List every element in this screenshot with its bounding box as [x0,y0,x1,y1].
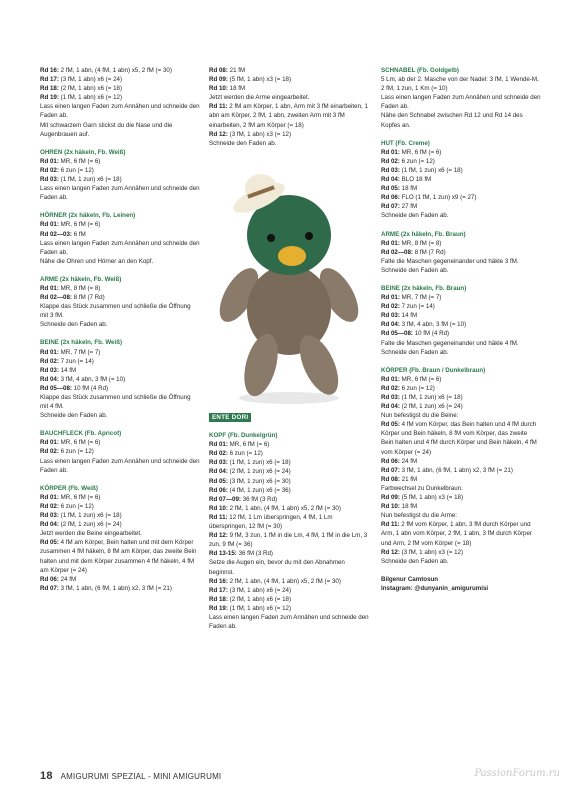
round-label: Rd 02: [209,450,228,458]
round-label: Rd 03: [40,176,59,184]
round-row [381,239,541,248]
round-label: Rd 05: [381,185,400,193]
round-text: (2 fM, 1 abn) x6 (= 18) [58,85,123,93]
round-text: (2 fM, 1 abn) x6 (= 18) [227,595,292,603]
round-label: Rd 02: [40,357,59,365]
page-number: 18 [40,770,53,782]
round-text: (1 fM, 1 zun) x6 (= 18) [58,176,122,184]
round-text: 3 fM, 4 abn, 3 fM (= 10) [399,321,467,329]
round-row [381,520,541,547]
round-row [209,440,369,449]
round-text: MR, 6 fM (= 6) [58,157,101,165]
round-label: Rd 02: [40,448,59,456]
round-text: MR, 6 fM (= 6) [58,493,101,501]
round-label: Rd 04: [381,403,400,411]
round-text: MR, 7 fM (= 7) [58,348,101,356]
round-text: 21 fM [399,475,418,483]
round-label: Rd 02: [381,157,400,165]
round-text: 24 fM [399,457,418,465]
round-label: Rd 02—08: [40,294,72,302]
round-label: Rd 01: [40,221,59,229]
instruction-text: Lass einen langen Faden zum Annähen und schneide den Faden ab. [381,94,541,111]
round-label: Rd 09: [209,76,228,84]
round-row [209,577,369,586]
round-label: Rd 02—03: [40,230,72,238]
beak [278,246,306,266]
round-text: 14 fM [399,312,418,320]
round-text: 6 zun (= 12) [227,450,263,458]
round-text: 3 fM, 1 abn, (6 fM, 1 abn) x2, 3 fM (= 21) [399,466,513,474]
round-text: 6 zun (= 12) [58,448,94,456]
round-text: 3 fM, 1 abn, (6 fM, 1 abn) x2, 3 fM (= 21) [58,584,172,592]
round-label: Rd 16: [209,577,228,585]
round-label: Rd 10: [209,504,228,512]
round-text: 6 zun (= 12) [399,384,435,392]
round-text: 24 fM [58,575,77,583]
round-label: Rd 01: [40,493,59,501]
section-heading: BEINE (2x häkeln, Fb. Weiß) [40,339,123,347]
round-row [381,184,541,193]
round-text: 6 zun (= 12) [58,502,94,510]
round-text: MR, 6 fM (= 6) [399,148,442,156]
round-label: Rd 06: [209,486,228,494]
instruction-text: Klappe das Stück zusammen und schließe die Öffnung mit 4 fM. [40,394,191,411]
round-label: Rd 03: [381,312,400,320]
section-heading: KOPF (Fb. Dunkelgrün) [209,432,278,440]
round-text: 21 fM [227,67,246,74]
round-row [381,475,541,484]
round-text: FLO (1 fM, 1 zun) x9 (= 27) [399,194,477,202]
round-label: Rd 01: [40,157,59,165]
round-row [381,329,541,338]
round-text: (5 fM, 1 abn) x3 (= 18) [227,76,292,84]
round-text: (3 fM, 1 abn) x6 (= 24) [227,586,292,594]
column-right [381,66,541,593]
round-label: Rd 18: [40,85,59,93]
round-text: 36 fM (3 Rd) [236,550,273,558]
round-text: 14 fM [58,366,77,374]
round-text: (1 fM, 1 zun) x6 (= 18) [58,512,122,520]
round-text: MR, 6 fM (= 6) [227,441,270,449]
round-text: 27 fM [399,203,418,211]
round-text: 2 fM vom Körper, 1 abn, 3 fM durch Körper und Arm, 1 abn vom Körper, 2 fM, 1 abn, 3 fM durch Körper und Arm, 2 fM vom Körper (= 18) [381,521,532,547]
round-label: Rd 01: [40,284,59,292]
round-label: Rd 10: [209,85,228,93]
round-row [381,384,541,393]
round-text: 2 fM, 1 abn, (4 fM, 1 abn) x5, 2 fM (= 30) [227,504,341,512]
round-label: Rd 17: [209,586,228,594]
round-label: Rd 02: [40,502,59,510]
instruction-text: Nun befestigst du die Beine: [381,412,459,420]
round-label: Rd 02: [381,384,400,392]
round-text: MR, 6 fM (= 6) [58,439,101,447]
round-text: (1 fM, 1 abn) x6 (= 12) [227,604,292,612]
round-row [381,502,541,511]
round-text: MR, 8 fM (= 8) [58,284,101,292]
round-text: (1 fM, 1 zun) x6 (= 18) [399,166,463,174]
instruction-text: Nun befestigst du die Arme: [381,512,458,520]
round-row [40,175,200,184]
round-label: Rd 03: [40,366,59,374]
round-text: 18 fM [399,503,418,511]
round-row [381,193,541,202]
round-text: (3 fM, 1 abn) x3 (= 12) [227,130,292,138]
round-text: (2 fM, 1 zun) x6 (= 24) [58,521,122,529]
round-row [209,75,369,84]
round-label: Rd 18: [209,595,228,603]
round-label: Rd 05: [209,477,228,485]
section-heading: HÖRNER (2x häkeln, Fb. Leinen) [40,212,136,220]
section-banner: ENTE DORI [209,413,251,422]
right-eye [305,232,313,240]
round-label: Rd 01: [40,348,59,356]
round-label: Rd 06: [381,457,400,465]
round-row [381,402,541,411]
round-label: Rd 07: [381,203,400,211]
round-label: Rd 09: [381,494,400,502]
round-text: MR, 6 fM (= 6) [399,375,442,383]
round-row [209,130,369,139]
round-text: 8 fM (7 Rd) [412,248,446,256]
round-row [40,520,200,529]
round-label: Rd 02: [40,166,59,174]
round-text: 8 fM (7 Rd) [71,294,105,302]
section-heading: SCHNABEL (Fb. Goldgelb) [381,67,459,74]
publication-title: AMIGURUMI SPEZIAL - MINI AMIGURUMI [60,772,222,781]
round-row [209,458,369,467]
round-label: Rd 04: [40,375,59,383]
round-text: MR, 7 fM (= 7) [399,294,442,302]
round-text: (3 fM, 1 zun) x6 (= 30) [227,477,291,485]
round-label: Rd 12: [209,130,228,138]
round-label: Rd 04: [381,321,400,329]
round-label: Rd 19: [40,94,59,102]
instruction-text: Schneide den Faden ab. [381,557,449,565]
column-middle-bottom [209,410,369,631]
round-label: Rd 03: [209,459,228,467]
instruction-text: Klappe das Stück zusammen und schließe die Öffnung mit 3 fM. [40,303,191,320]
section-heading: ARME (2x häkeln, Fb. Weiß) [40,275,122,283]
round-label: Rd 05: [40,539,59,547]
round-row [381,320,541,329]
round-label: Rd 01: [40,439,59,447]
round-row [381,393,541,402]
duck-amigurumi-photo [209,160,369,410]
round-text: 6 zun (= 12) [58,166,94,174]
instruction-text: Lass einen langen Faden zum Annähen und schneide den Faden ab. [40,103,200,120]
section-heading: BAUCHFLECK (Fb. Apricot) [40,430,122,438]
round-row [209,595,369,604]
round-row [40,493,200,502]
instruction-text: Falte die Maschen gegeneinander und häkle 4 fM. Schneide den Faden ab. [381,339,519,356]
round-text: BLO 18 fM [399,176,432,184]
round-label: Rd 02: [381,303,400,311]
round-label: Rd 04: [381,176,400,184]
round-label: Rd 07—09: [209,495,241,503]
instruction-text: 5 Lm, ab der 2. Masche von der Nadel: 3 fM, 1 Wende-M, 2 fM, 1 zun, 1 Km (= 10) [381,76,539,93]
round-row [209,549,369,558]
round-row [40,284,200,293]
round-row [209,486,369,495]
round-text: 2 fM, 1 abn, (4 fM, 1 abn) x5, 2 fM (= 30) [58,67,172,74]
round-row [40,84,200,93]
round-label: Rd 05: [381,421,400,429]
section-heading: OHREN (2x häkeln, Fb. Weiß) [40,148,126,156]
instruction-text: Falte die Maschen gegeneinander und häkle 3 fM. Schneide den Faden ab. [381,257,519,274]
round-row [40,575,200,584]
round-label: Rd 10: [381,503,400,511]
round-row [209,477,369,486]
round-text: (1 fM, 1 zun) x6 (= 18) [399,394,463,401]
round-text: MR, 8 fM (= 8) [399,239,442,247]
instruction-text: Jetzt werden die Beine eingearbeitet. [40,530,142,538]
round-row [381,420,541,456]
round-label: Rd 07: [40,584,59,592]
round-text: (1 fM, 1 abn) x6 (= 12) [58,94,123,102]
round-label: Rd 06: [381,194,400,202]
round-text: MR, 6 fM (= 6) [58,221,101,229]
round-label: Rd 08: [209,67,228,74]
column-left [40,66,200,593]
round-row [209,513,369,531]
instruction-text: Jetzt werden die Arme eingearbeitet. [209,94,310,102]
round-row [209,495,369,504]
left-eye [267,234,275,242]
round-label: Rd 01: [381,375,400,383]
round-label: Rd 02—08: [381,248,413,256]
round-text: 10 fM (4 Rd) [71,384,109,392]
round-label: Rd 12: [209,532,228,540]
round-row [209,84,369,93]
round-text: 18 fM [227,85,246,93]
instruction-text: Nähe die Ohren und Hörner an den Kopf. [40,257,154,265]
designer-credit: Bilgenur Camtosun [381,575,439,583]
section-heading: ARME (2x häkeln, Fb. Braun) [381,230,466,238]
round-row [40,230,200,239]
round-row [40,293,200,302]
round-label: Rd 13-15: [209,550,237,558]
round-row [40,75,200,84]
instruction-text: Lass einen langen Faden zum Annähen und schneide den Faden ab. [40,239,200,256]
instagram-credit: Instagram: @dunyanin_amigurumisi [381,584,489,592]
round-label: Rd 01: [209,441,228,449]
round-row [40,220,200,229]
instruction-text: Schneide den Faden ab. [381,212,449,220]
round-row [381,148,541,157]
round-row [40,502,200,511]
round-text: 9 fM, 3 zun, 1 fM in die Lm, 4 fM, 1 fM in die Lm, 3 zun, 9 fM (= 36) [209,532,368,549]
round-label: Rd 04: [40,521,59,529]
watermark: PassionForum.ru [474,768,560,779]
round-row [381,302,541,311]
column-middle-top [209,66,369,148]
round-text: 4 fM vom Körper, das Bein halten und 4 fM durch Körper und Bein häkeln, 8 fM vom Körper, das zweite Bein halten und 4 fM durch Körper und Bein häkeln, 4 fM vom Körper (= 24) [381,421,537,456]
round-row [381,248,541,257]
round-label: Rd 07: [381,466,400,474]
round-row [40,375,200,384]
round-label: Rd 05—08: [40,384,72,392]
round-text: 18 fM [399,185,418,193]
round-text: 7 zun (= 14) [399,303,435,311]
round-row [381,548,541,557]
round-label: Rd 03: [381,166,400,174]
round-row [40,447,200,456]
round-row [40,384,200,393]
round-text: (1 fM, 1 zun) x6 (= 18) [227,459,291,467]
instruction-text: Setze die Augen ein, bevor du mit den Abnahmen beginnst. [209,559,345,576]
round-label: Rd 05—08: [381,330,413,338]
round-text: (3 fM, 1 abn) x6 (= 24) [58,76,123,84]
round-label: Rd 11: [209,513,228,521]
round-text: (5 fM, 1 abn) x3 (= 18) [399,494,464,502]
round-row [40,357,200,366]
section-heading: HUT (Fb. Creme) [381,139,430,147]
round-row [381,175,541,184]
round-text: (4 fM, 1 zun) x6 (= 36) [227,486,291,494]
instruction-text: Schneide den Faden ab. [209,139,277,147]
round-row [381,166,541,175]
round-row [40,348,200,357]
instruction-text: Nähe den Schnabel zwischen Rd 12 und Rd 14 des Kopfes an. [381,112,523,129]
round-label: Rd 19: [209,604,228,612]
round-row [209,504,369,513]
round-row [381,311,541,320]
round-row [40,366,200,375]
round-row [209,449,369,458]
banner-line [209,410,369,422]
round-row [209,66,369,75]
round-row [381,157,541,166]
round-label: Rd 08: [381,475,400,483]
instruction-text: Schneide den Faden ab. [40,321,108,329]
round-text: 12 fM, 1 Lm überspringen, 4 fM, 1 Lm überspringen, 12 fM (= 30) [209,513,333,531]
round-row [40,438,200,447]
round-label: Rd 17: [40,76,59,84]
round-row [40,166,200,175]
round-row [40,157,200,166]
round-row [381,493,541,502]
round-text: 2 fM am Körper, 1 abn, Arm mit 3 fM einarbeiten, 1 abn am Körper, 2 fM, 1 abn, zweiten Arm mit 3 fM einarbeiten, 2 fM am Körper (= 18) [209,103,368,129]
round-row [40,584,200,593]
round-row [40,66,200,75]
instruction-text: Lass einen langen Faden zum Annähen und schneide den Faden ab. [40,185,200,202]
page-footer [40,770,221,782]
round-row [209,467,369,476]
round-row [40,511,200,520]
round-text: 3 fM, 4 abn, 3 fM (= 10) [58,375,126,383]
round-row [381,202,541,211]
round-label: Rd 03: [381,394,400,401]
round-row [381,293,541,302]
round-row [209,102,369,129]
round-row [381,466,541,475]
round-label: Rd 06: [40,575,59,583]
round-text: 6 zun (= 12) [399,157,435,165]
round-text: 4 fM am Körper, Bein halten und mit dem Körper zusammen 4 fM häkeln, 8 fM am Körper, das zweite Bein halten und mit dem Körper zusammen 4 fM häkeln, 4 fM am Körper (= 24) [40,539,197,574]
round-row [40,93,200,102]
round-text: 36 fM (3 Rd) [240,495,278,503]
round-label: Rd 04: [209,468,228,476]
instruction-text: Mit schwarzem Garn stickst du die Nase und die Augenbrauen auf. [40,121,173,138]
instruction-text: Farbwechsel zu Dunkelbraun. [381,484,463,492]
round-label: Rd 03: [40,512,59,520]
round-row [40,538,200,574]
round-label: Rd 12: [381,548,400,556]
round-text: (2 fM, 1 zun) x6 (= 24) [399,403,463,411]
instruction-text: Lass einen langen Faden zum Annähen und schneide den Faden ab. [209,613,369,631]
round-text: (2 fM, 1 zun) x6 (= 24) [227,468,291,476]
round-row [209,586,369,595]
instruction-text: Lass einen langen Faden zum Annähen und schneide den Faden ab. [40,457,200,474]
round-text: 10 fM (4 Rd) [412,330,450,338]
section-heading: BEINE (2x häkeln, Fb. Braun) [381,284,467,292]
round-label: Rd 11: [381,521,400,529]
round-text: (3 fM, 1 abn) x3 (= 12) [399,548,464,556]
section-heading: KÖRPER (Fb. Weiß) [40,484,98,492]
section-heading: KÖRPER (Fb. Braun / Dunkelbraun) [381,366,486,374]
round-label: Rd 16: [40,67,59,74]
round-row [381,457,541,466]
round-label: Rd 01: [381,148,400,156]
round-text: 6 fM [71,230,86,238]
round-label: Rd 01: [381,294,400,302]
round-text: 7 zun (= 14) [58,357,94,365]
round-row [209,531,369,549]
round-label: Rd 11: [209,103,228,111]
round-text: 2 fM, 1 abn, (4 fM, 1 abn) x5, 2 fM (= 30) [227,577,341,585]
round-row [209,604,369,613]
round-label: Rd 01: [381,239,400,247]
instruction-text: Schneide den Faden ab. [40,412,108,420]
round-row [381,375,541,384]
